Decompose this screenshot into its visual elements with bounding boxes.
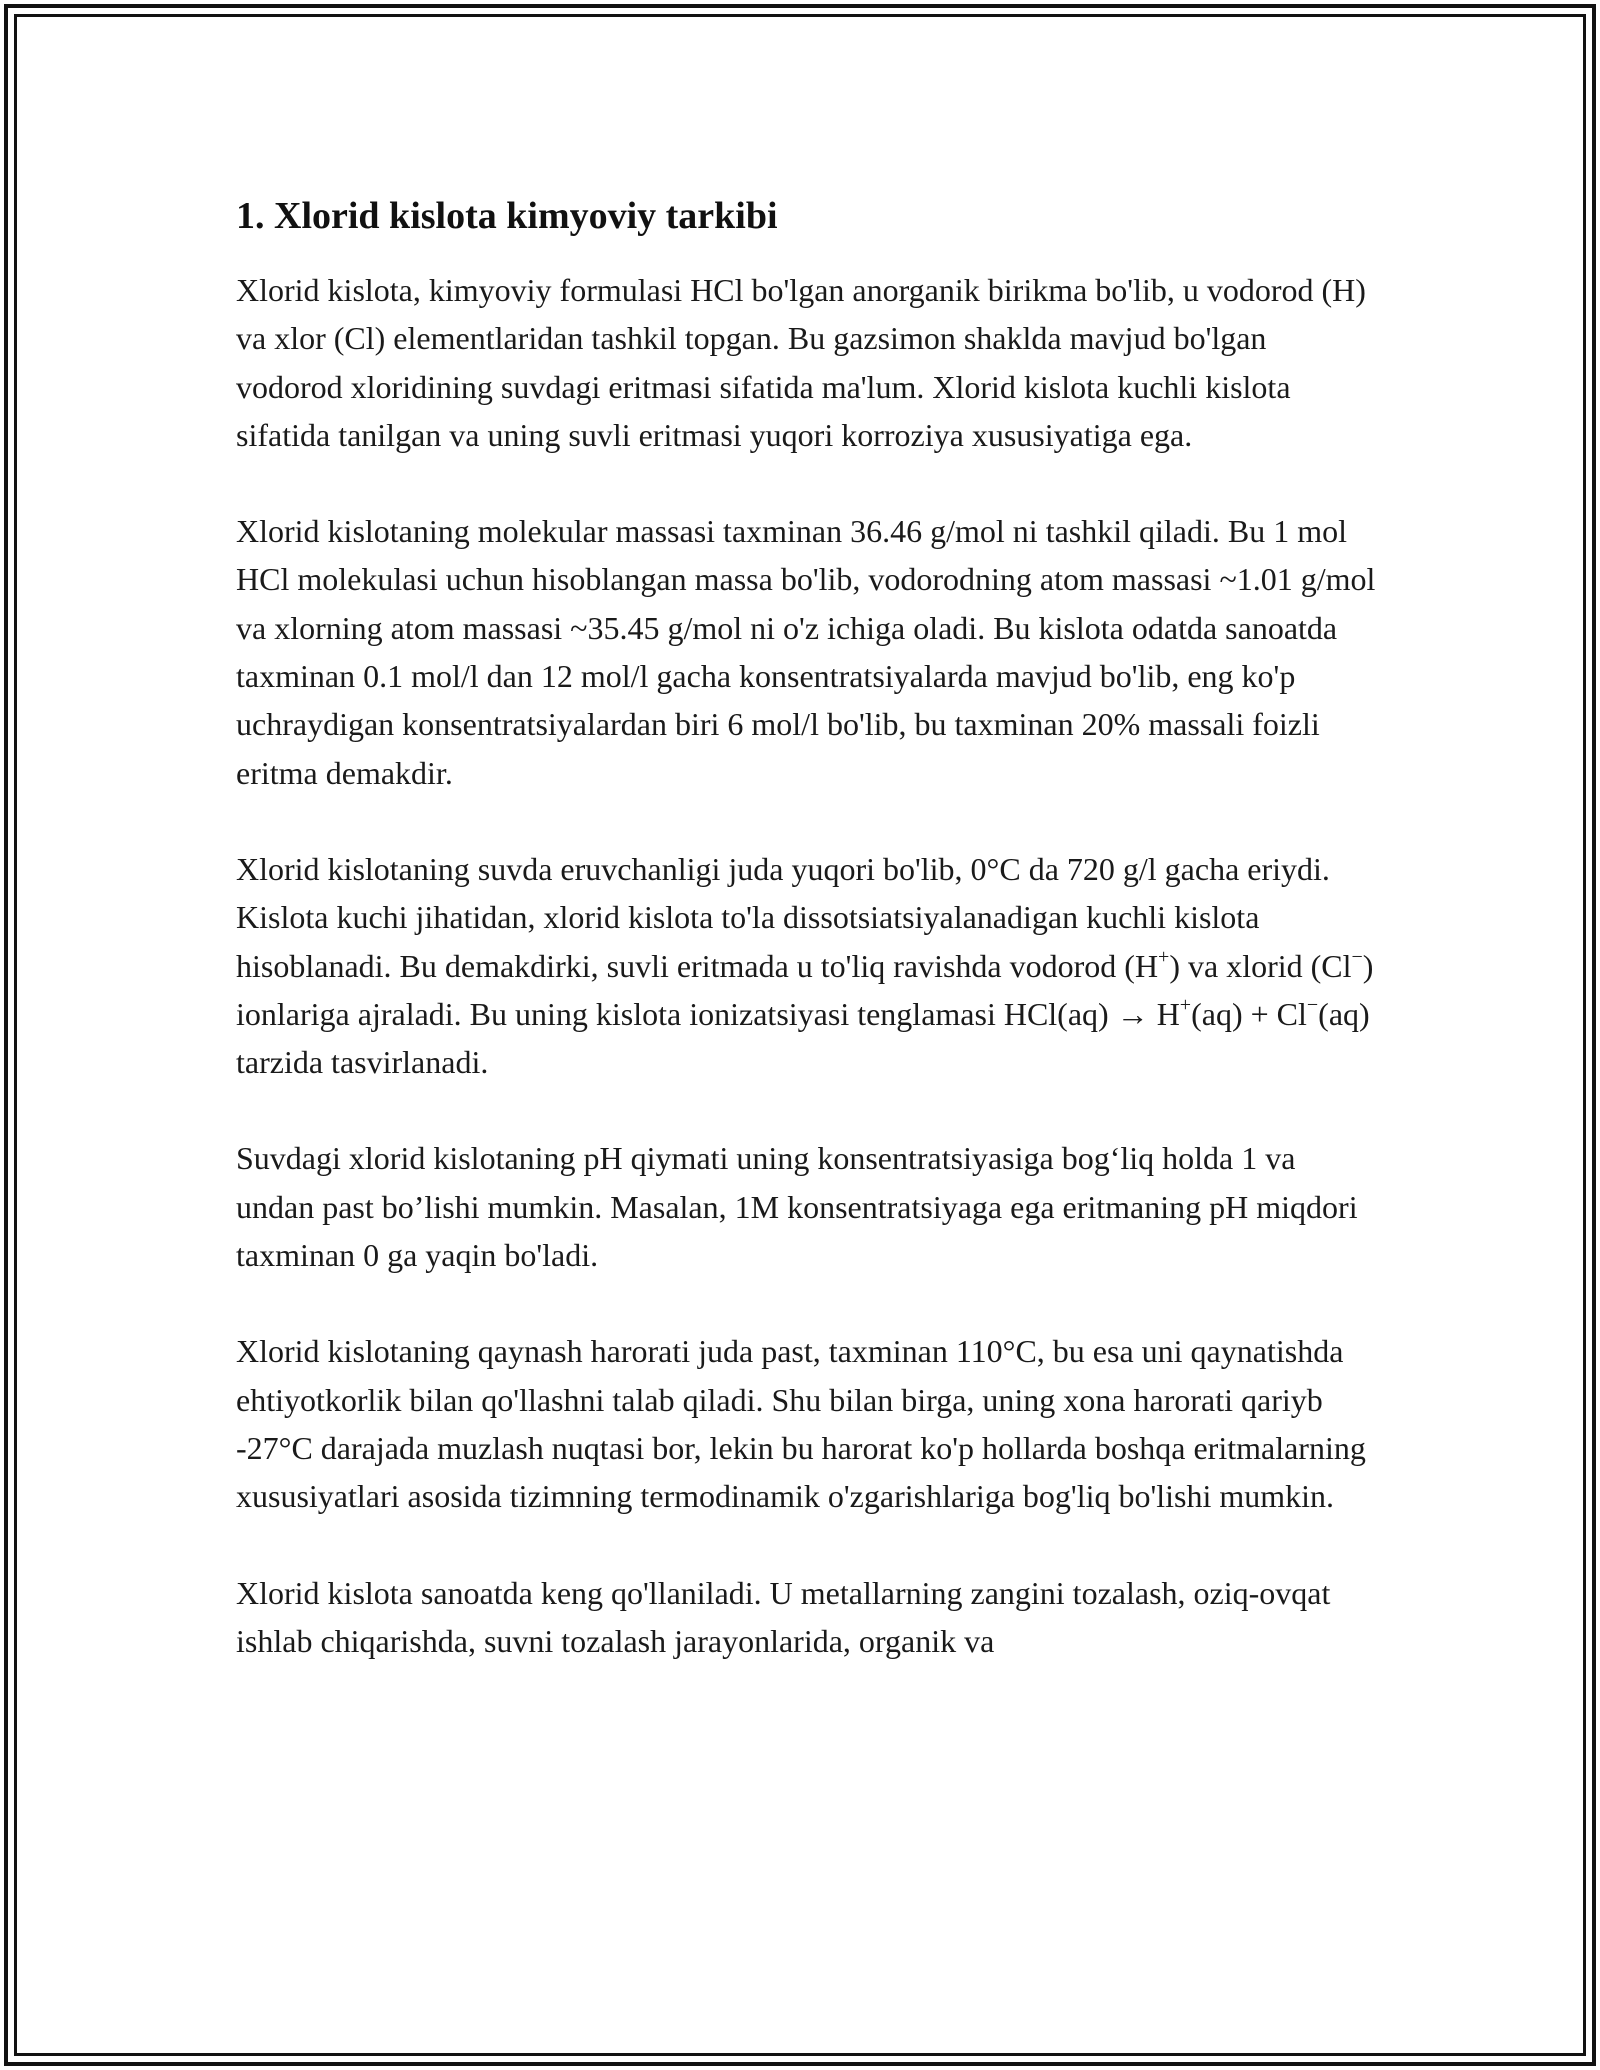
paragraph-solubility-text-1: Xlorid kislotaning suvda eruvchanligi juda yuqori bo'lib, 0°C da 720 g/l gacha eriydi. Kislota kuchi jihatidan, xlorid kislota to'la dissotsiatsiyalanadigan kuchli kislota hisoblanadi. Bu demakdirki, suvli eritmada u to'liq ravishda vodorod (H	[236, 850, 1330, 984]
paragraph-molecular-mass: Xlorid kislotaning molekular massasi taxminan 36.46 g/mol ni tashkil qiladi. Bu 1 mol HCl molekulasi uchun hisoblangan massa bo'lib, vodorodning atom massasi ~1.01 g/mol va xlorning atom massasi ~35.45 g/mol ni o'z ichiga oladi. Bu kislota odatda sanoatda taxminan 0.1 mol/l dan 12 mol/l gacha konsentratsiyalarda mavjud bo'lib, eng ko'p uchraydigan konsentratsiyalardan biri 6 mol/l bo'lib, bu taxminan 20% massali foizli eritma demakdir.	[236, 513, 1376, 791]
paragraph-solubility-text-5: (aq) tarzida tasvirlanadi.	[236, 995, 1370, 1081]
paragraph-solubility-text-2: ) va xlorid (Cl	[1169, 947, 1352, 984]
document-body	[236, 188, 1376, 1713]
paragraph-solubility	[236, 845, 1376, 1086]
paragraph-composition: Xlorid kislota, kimyoviy formulasi HCl bo'lgan anorganik birikma bo'lib, u vodorod (H) va xlor (Cl) elementlaridan tashkil topgan. Bu gazsimon shaklda mavjud bo'lgan vodorod xloridining suvdagi eritmasi sifatida ma'lum. Xlorid kislota kuchli kislota sifatida tanilgan va uning suvli eritmasi yuqori korroziya xususiyatiga ega.	[236, 272, 1366, 453]
superscript-plus: +	[1158, 945, 1170, 968]
superscript-minus: −	[1351, 945, 1363, 968]
paragraph-industrial-use: Xlorid kislota sanoatda keng qo'llaniladi. U metallarning zangini tozalash, oziq-ovqat ishlab chiqarishda, suvni tozalash jarayonlarida, organik va	[236, 1574, 1331, 1659]
paragraph-boiling-point: Xlorid kislotaning qaynash harorati juda past, taxminan 110°C, bu esa uni qaynatishda ehtiyotkorlik bilan qo'llashni talab qiladi. Shu bilan birga, uning xona harorati qariyb -27°C darajada muzlash nuqtasi bor, lekin bu harorat ko'p hollarda boshqa eritmalarning xususiyatlari asosida tizimning termodinamik o'zgarishlariga bog'liq bo'lishi mumkin.	[236, 1333, 1366, 1515]
superscript-plus: +	[1179, 994, 1192, 1017]
paragraph-ph: Suvdagi xlorid kislotaning pH qiymati uning konsentratsiyasiga bog‘liq holda 1 va undan past bo’lishi mumkin. Masalan, 1M konsentratsiyaga ega eritmaning pH miqdori taxminan 0 ga yaqin bo'ladi.	[236, 1140, 1358, 1274]
section-heading: 1. Xlorid kislota kimyoviy tarkibi	[236, 195, 778, 237]
paragraph-solubility-text-4: (aq) + Cl	[1191, 995, 1307, 1032]
superscript-minus: −	[1306, 994, 1319, 1017]
paragraph-solubility-text-3: ) ionlariga ajraladi. Bu uning kislota ionizatsiyasi tenglamasi HCl(aq) → H	[236, 947, 1374, 1032]
